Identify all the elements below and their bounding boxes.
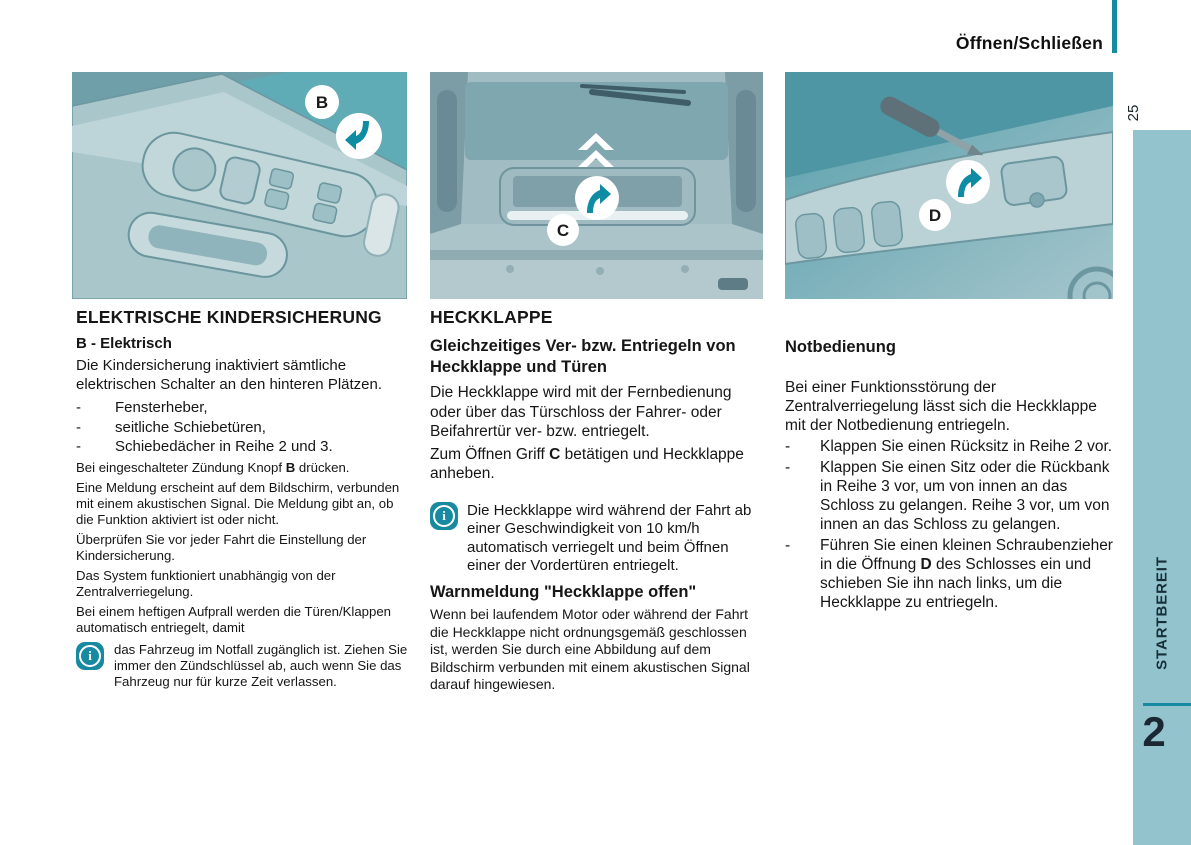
paragraph — [76, 460, 408, 476]
paragraph: Bei einer Funktionsstörung der Zentralverriegelung lässt sich die Heckklappe mit der Notbedienung entriegeln. — [785, 378, 1097, 434]
label-d: D — [928, 206, 942, 225]
bullet-marker: - — [785, 536, 791, 554]
text-run: Zum Öffnen Griff — [430, 445, 550, 463]
tailgate-illustration — [430, 72, 763, 299]
ref-letter-b: B — [285, 459, 296, 475]
paragraph: Die Heckklappe wird mit der Fernbedienung oder über das Türschloss der Fahrer- oder Beifahrertür ver- bzw. entriegelt. — [430, 384, 732, 440]
bullet-text: seitliche Schiebetüren, — [115, 418, 266, 436]
paragraph: Das System funktioniert unabhängig von der Zentralverriegelung. — [76, 567, 336, 599]
tail-light-left — [437, 90, 457, 212]
bullet-list — [785, 437, 1113, 612]
info-icon-float — [430, 502, 467, 560]
subheading-b-elektrisch: B - Elektrisch — [76, 335, 172, 352]
exhaust-pipe — [718, 278, 748, 290]
tail-light-right — [736, 90, 756, 212]
bullet-marker: - — [76, 418, 81, 436]
section-heading-kindersicherung: ELEKTRISCHE KINDERSICHERUNG — [76, 307, 382, 327]
figure-door-panel — [72, 72, 407, 299]
subheading-ver-entriegeln: Gleichzeitiges Ver- bzw. Entriegeln von Heckklappe und Türen — [430, 337, 736, 376]
text-run: des Schlosses ein und schieben Sie ihn nach links, um die Heckklappe zu entriegeln. — [820, 555, 1092, 611]
text-run: Führen Sie einen kleinen Schraubenzieher in die Öffnung — [820, 536, 1113, 573]
paragraph: Wenn bei laufendem Motor oder während der Fahrt die Heckklappe nicht ordnungsgemäß geschlossen ist, werden Sie durch eine Abbildung auf dem Bildschirm verbunden mit einem akustischen Signal darauf hingewiesen. — [430, 606, 750, 692]
bullet-text: Klappen Sie einen Sitz oder die Rückbank in Reihe 3 vor, um von innen an das Schloss zu gelangen. Reihe 3 vor, um von innen an das Schloss zu gelangen. — [820, 458, 1110, 533]
text-run: Bei eingeschalteter Zündung Knopf — [76, 459, 286, 475]
ref-letter-d: D — [920, 555, 932, 573]
bullet-text — [820, 536, 1113, 612]
sidebar-divider — [1143, 703, 1191, 706]
label-c: C — [556, 221, 570, 240]
bullet-list — [76, 398, 408, 457]
figure-tailgate-rear — [430, 72, 763, 299]
bullet-item — [76, 398, 408, 418]
paragraph: Bei einem heftigen Aufprall werden die Türen/Klappen automatisch entriegelt, damit — [76, 603, 391, 635]
door-panel-illustration — [72, 72, 407, 299]
column-notbedienung — [785, 337, 1113, 615]
info-note — [76, 642, 408, 690]
chapter-sidebar — [1133, 130, 1191, 845]
bullet-marker: - — [785, 458, 791, 476]
column-child-lock — [76, 306, 408, 690]
column-heckklappe — [430, 306, 762, 694]
bumper — [430, 260, 763, 299]
bullet-text: Fensterheber, — [115, 399, 208, 416]
bullet-text: Klappen Sie einen Rücksitz in Reihe 2 vor. — [820, 437, 1113, 455]
info-icon — [430, 502, 458, 530]
figure-lock-mechanism — [785, 72, 1113, 299]
bullet-item — [785, 458, 1113, 534]
bullet-marker: - — [76, 438, 81, 455]
bullet-marker: - — [76, 399, 81, 416]
bullet-item — [76, 418, 408, 438]
ref-letter-c: C — [549, 445, 561, 463]
text-run: drücken. — [295, 459, 350, 475]
paragraph: Überprüfen Sie vor jeder Fahrt die Einstellung der Kindersicherung. — [76, 531, 367, 563]
section-heading-heckklappe: HECKKLAPPE — [430, 307, 553, 327]
subheading-warnmeldung: Warnmeldung "Heckklappe offen" — [430, 582, 697, 601]
info-icon-glyph: i — [433, 505, 455, 527]
bullet-text: Schiebedächer in Reihe 2 und 3. — [115, 438, 333, 455]
label-b: B — [315, 93, 329, 112]
paragraph: Eine Meldung erscheint auf dem Bildschirm, verbunden mit einem akustischen Signal. Die Meldung gibt an, ob die Funktion aktiviert ist oder nicht. — [76, 479, 400, 527]
info-note-text: Die Heckklappe wird während der Fahrt ab einer Geschwindigkeit von 10 km/h automatisch verriegelt und beim Öffnen einer der Vordertüren entriegelt. — [467, 501, 752, 574]
paragraph — [430, 445, 762, 484]
bullet-item — [76, 437, 408, 457]
header-accent-bar — [1112, 0, 1117, 53]
chapter-number: 2 — [1142, 708, 1166, 755]
info-note — [430, 502, 762, 576]
bullet-item — [785, 437, 1113, 456]
page-number: 25 — [1125, 104, 1142, 122]
info-icon-glyph: i — [79, 645, 101, 667]
paragraph: Die Kindersicherung inaktiviert sämtliche elektrischen Schalter an den hinteren Plätzen. — [76, 357, 383, 393]
sidebar-tab-label: STARTBEREIT — [1153, 556, 1171, 670]
bullet-marker: - — [785, 437, 791, 455]
text-run: betätigen und Heckklappe anheben. — [430, 445, 744, 482]
subheading-notbedienung: Notbedienung — [785, 338, 896, 356]
info-icon — [76, 642, 104, 670]
info-note-text: das Fahrzeug im Notfall zugänglich ist. Ziehen Sie immer den Zündschlüssel ab, auch wenn Sie das Fahrzeug nur für kurze Zeit verlassen. — [114, 641, 408, 689]
page-title: Öffnen/Schließen — [955, 33, 1103, 53]
lock-illustration — [785, 72, 1113, 299]
bullet-item — [785, 536, 1113, 612]
